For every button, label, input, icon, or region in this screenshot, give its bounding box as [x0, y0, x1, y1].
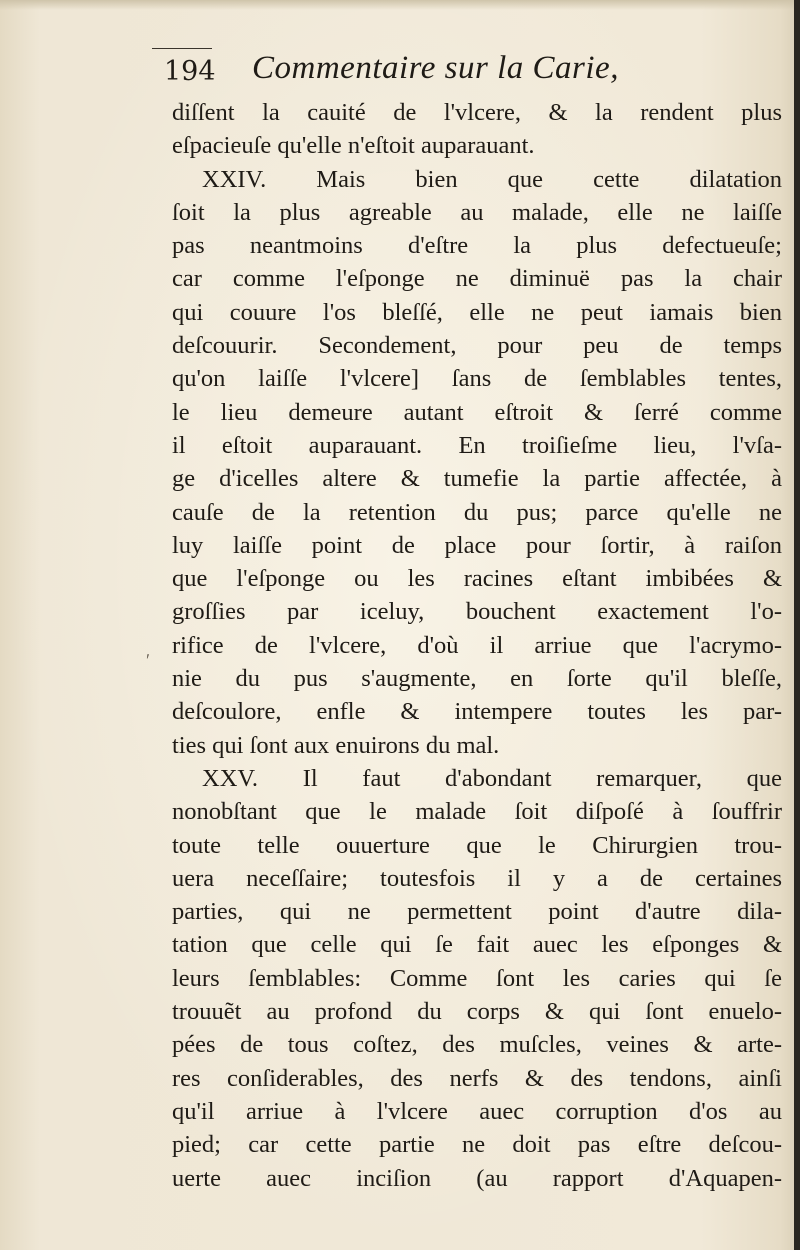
head-rule — [152, 48, 212, 49]
text-line: deſcoulore, enfle & intempere toutes les par- — [172, 698, 782, 726]
page-gutter-shadow — [794, 0, 800, 1250]
margin-tick-mark: ʹ — [146, 650, 150, 670]
running-title: Commentaire sur la Carie, — [252, 50, 619, 86]
text-line: toute telle ouuerture que le Chirurgien trou- — [172, 831, 782, 859]
text-line: uera neceſſaire; toutesfois il y a de certaines — [172, 864, 782, 892]
text-line: ſoit la plus agreable au malade, elle ne laiſſe — [172, 198, 782, 226]
body-text — [172, 96, 782, 1195]
text-line: le lieu demeure autant eſtroit & ſerré comme — [172, 398, 782, 426]
text-line: ge d'icelles altere & tumefie la partie affectée, à — [172, 465, 782, 493]
page-top-edge — [0, 0, 800, 10]
text-line: trouuẽt au profond du corps & qui ſont enuelo- — [172, 998, 782, 1026]
text-line: eſpacieuſe qu'elle n'eſtoit auparauant. — [172, 132, 535, 160]
running-head — [152, 46, 772, 94]
text-line: tation que celle qui ſe fait auec les eſponges & — [172, 931, 782, 959]
text-line: ties qui ſont aux enuirons du mal. — [172, 731, 500, 759]
text-line: que l'eſponge ou les racines eſtant imbibées & — [172, 565, 782, 593]
text-line: il eſtoit auparauant. En troiſieſme lieu, l'vſa- — [172, 431, 782, 459]
text-line: pied; car cette partie ne doit pas eſtre deſcou- — [172, 1131, 782, 1159]
text-line: nie du pus s'augmente, en ſorte qu'il bleſſe, — [172, 665, 782, 693]
text-line: leurs ſemblables: Comme ſont les caries qui ſe — [172, 964, 782, 992]
text-line: car comme l'eſponge ne diminuë pas la chair — [172, 265, 782, 293]
text-line: qu'il arriue à l'vlcere auec corruption d'os au — [172, 1097, 782, 1125]
text-line: rifice de l'vlcere, d'où il arriue que l'acrymo- — [172, 631, 782, 659]
text-line: qui couure l'os bleſſé, elle ne peut iamais bien — [172, 298, 782, 326]
text-line: XXIV. Mais bien que cette dilatation — [202, 165, 782, 193]
text-line: luy laiſſe point de place pour ſortir, à raiſon — [172, 531, 782, 559]
text-line: diſſent la cauité de l'vlcere, & la rendent plus — [172, 99, 782, 126]
text-line: cauſe de la retention du pus; parce qu'elle ne — [172, 498, 782, 526]
text-line: nonobſtant que le malade ſoit diſpoſé à ſouffrir — [172, 798, 782, 826]
text-line: pées de tous coſtez, des muſcles, veines & arte- — [172, 1031, 782, 1059]
text-line: uerte auec inciſion (au rapport d'Aquapen- — [172, 1164, 782, 1192]
text-line: res conſiderables, des nerfs & des tendons, ainſi — [172, 1064, 782, 1092]
text-line: XXV. Il faut d'abondant remarquer, que — [202, 764, 782, 792]
text-line: pas neantmoins d'eſtre la plus defectueuſe; — [172, 232, 782, 260]
text-line: groſſies par iceluy, bouchent exactement l'o- — [172, 598, 782, 626]
text-line: parties, qui ne permettent point d'autre dila- — [172, 898, 782, 926]
text-line: deſcouurir. Secondement, pour peu de temps — [172, 332, 782, 360]
text-line: qu'on laiſſe l'vlcere] ſans de ſemblables tentes, — [172, 365, 782, 393]
page-number: 194 — [164, 56, 216, 87]
